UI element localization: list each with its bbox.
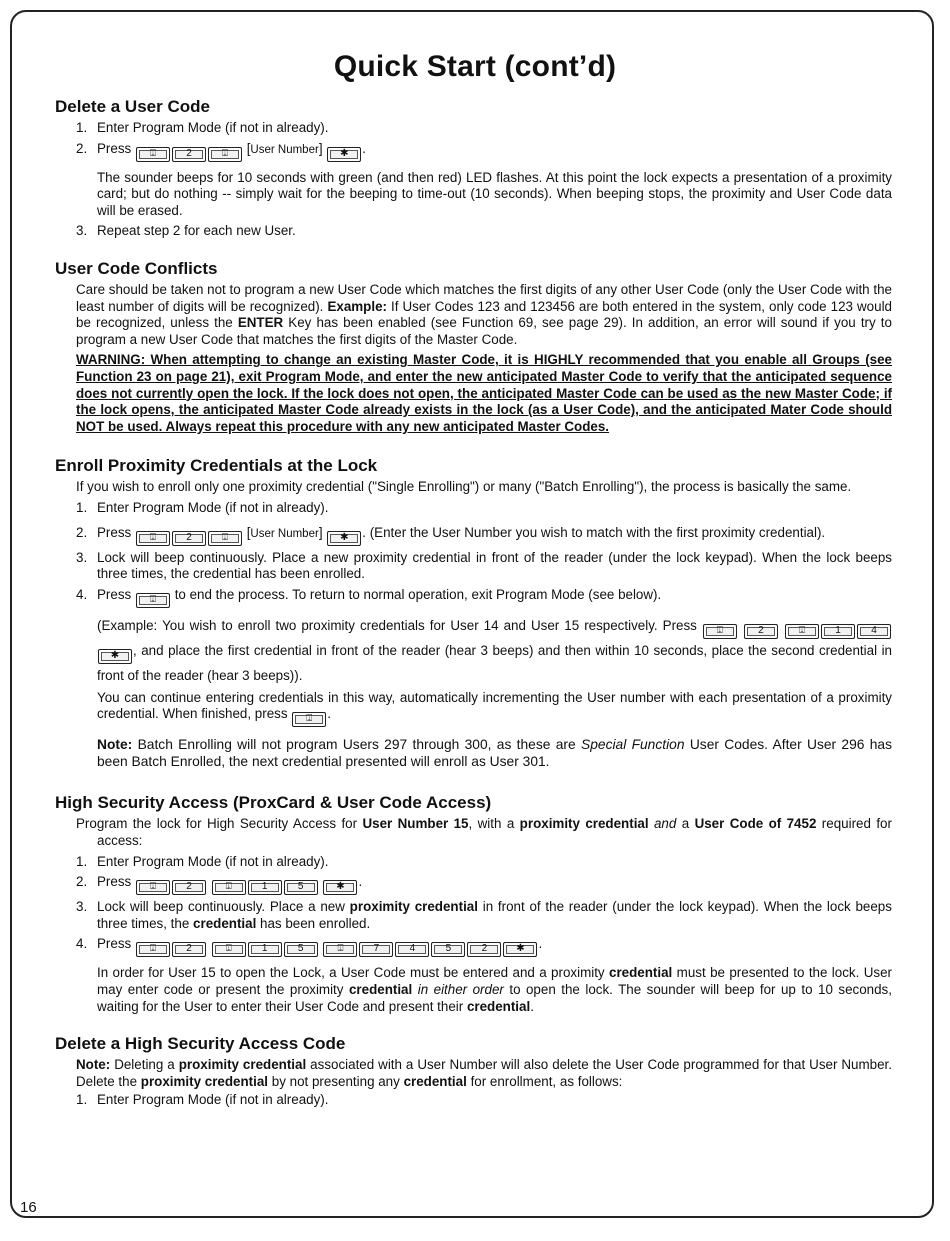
lock-key-icon: ⍗ — [785, 624, 819, 639]
star-key-icon: ✱ — [327, 531, 361, 546]
section-high-security-access — [55, 792, 892, 1015]
lock-key-icon: ⍗ — [136, 593, 170, 608]
note-text: Note: Deleting a proximity credential associated with a User Number will also delete the User Code programmed for that User Number. Delete the proximity credential by not presenting any credential for enrollment, as follows: — [76, 1057, 892, 1089]
key-5: 5 — [284, 942, 318, 957]
continue-text: You can continue entering credentials in this way, automatically incrementing the User number with each presentation of a proximity credential. When finished, press ⍗ . — [97, 690, 892, 728]
section-heading: Delete a High Security Access Code — [55, 1034, 346, 1054]
key-4: 4 — [395, 942, 429, 957]
star-key-icon: ✱ — [503, 942, 537, 957]
section-heading: User Code Conflicts — [55, 258, 218, 278]
example-text: (Example: You wish to enroll two proximity credentials for User 14 and User 15 respectively. Press ⍗ 2 ⍗ 1 4✱ , and place the first credential in front of the reader (hear 3 beeps) and then within 10 seconds, place the second credential in front of the reader (hear 3 beeps)). — [97, 617, 892, 683]
section-delete-user-code — [55, 96, 892, 240]
lock-key-icon: ⍗ — [212, 942, 246, 957]
key-5: 5 — [431, 942, 465, 957]
key-4: 4 — [857, 624, 891, 639]
intro-text: If you wish to enroll only one proximity credential ("Single Enrolling") or many ("Batch Enrolling"), the process is basically the same. — [76, 479, 852, 495]
list-item: 1. Enter Program Mode (if not in already). — [76, 853, 329, 869]
paragraph: In order for User 15 to open the Lock, a User Code must be entered and a proximity credential must be presented to the lock. User may enter code or present the proximity credential in either order to open the lock. The sounder will beep for up to 10 seconds, waiting for the User to enter their User Code and present their credential. — [97, 965, 892, 1014]
key-2: 2 — [172, 531, 206, 546]
lock-key-icon: ⍗ — [212, 880, 246, 895]
lock-key-icon: ⍗ — [136, 147, 170, 162]
lock-key-icon: ⍗ — [292, 712, 326, 727]
lock-key-icon: ⍗ — [703, 624, 737, 639]
list-item: 3. Repeat step 2 for each new User. — [76, 223, 296, 239]
note-text: The sounder beeps for 10 seconds with green (and then red) LED flashes. At this point the lock expects a presentation of a proximity card; but do nothing -- simply wait for the beeping to time-out (10 seconds). When beeping stops, the proximity and User Code data will be erased. — [97, 169, 892, 218]
section-delete-high-security — [55, 1033, 892, 1109]
key-2: 2 — [172, 147, 206, 162]
paragraph: Care should be taken not to program a new User Code which matches the first digits of any other User Code (only the User Code with the least number of digits will be recognized). Example: If User Codes 123 and 123456 are both entered in the system, only code 123 would be recognized, unless the ENTER Key has been enabled (see Function 69, see page 29). In addition, an error will sound if you try to program a new User Code that matches the first digits of the Master Code. — [76, 281, 892, 347]
intro-text: Program the lock for High Security Access for User Number 15, with a proximity credential and a User Code of 7452 required for access: — [76, 816, 892, 849]
key-2: 2 — [744, 624, 778, 639]
lock-key-icon: ⍗ — [323, 942, 357, 957]
section-heading: High Security Access (ProxCard & User Code Access) — [55, 793, 492, 813]
lock-key-icon: ⍗ — [136, 942, 170, 957]
page-title: Quick Start (cont’d) — [333, 50, 617, 83]
lock-key-icon: ⍗ — [136, 531, 170, 546]
list-item: 1. Enter Program Mode (if not in already). — [76, 499, 329, 515]
key-1: 1 — [248, 880, 282, 895]
list-item: 3. Lock will beep continuously. Place a new proximity credential in front of the reader (under the lock keypad). When the lock beeps three times, the credential has been enrolled. — [76, 549, 892, 582]
lock-key-icon: ⍗ — [208, 147, 242, 162]
list-item: 3. Lock will beep continuously. Place a new proximity credential in front of the reader (under the lock keypad). When the lock beeps three times, the credential has been enrolled. — [76, 899, 892, 931]
list-item: 1. Enter Program Mode (if not in already). — [76, 120, 329, 135]
list-item: 2. Press ⍗ 2 ⍗ 1 5 ✱ . — [76, 874, 892, 895]
section-heading: Delete a User Code — [55, 97, 210, 116]
key-7: 7 — [359, 942, 393, 957]
list-item: 4. Press ⍗ to end the process. To return to normal operation, exit Program Mode (see below). (Example: You wish to enroll two proximity credentials for User 14 and User 15 respectively. Press ⍗ 2 ⍗ 1 4✱ , and place the first credential in front of the reader (hear 3 beeps) and then within 10 seconds, place the second credential in front of the reader (hear 3 beeps)). You can continue entering credentials in this way, automatically incrementing the User number with each presentation of a proximity credential. When finished, press ⍗ . Note: Batch Enrolling will not program Users 297 through 300, as these are Special Function User Codes. After User 296 has been Batch Enrolled, the next credential presented will enroll as User 301. — [76, 586, 893, 769]
list-item: 2. Press ⍗ 2 ⍗ [User Number] ✱ . (Enter the User Number you wish to match with the first proximity credential). — [76, 521, 892, 546]
key-2: 2 — [467, 942, 501, 957]
list-item: 2. Press ⍗ 2 ⍗ [User Number] ✱ . The sounder beeps for 10 seconds with green (and then red) LED flashes. At this point the lock expects a presentation of a proximity card; but do nothing -- simply wait for the beeping to time-out (10 seconds). When beeping stops, the proximity and User Code data will be erased. — [76, 140, 892, 218]
section-enroll-proximity — [55, 455, 892, 770]
key-2: 2 — [172, 880, 206, 895]
list-item: 1. Enter Program Mode (if not in already). — [76, 1092, 329, 1108]
list-item: 4. Press ⍗ 2 ⍗ 1 5 ⍗ 7 4 5 2 ✱ . In order for User 15 to open the Lock, a User Code must be entered and a proximity credential must be presented to the lock. User may enter code or present the proximity credential in either order to open the lock. The sounder will beep for up to 10 seconds, waiting for the User to enter their User Code and present their credential. — [76, 936, 892, 1014]
page-content — [55, 96, 892, 1113]
note-text: Note: Batch Enrolling will not program Users 297 through 300, as these are Special Function User Codes. After User 296 has been Batch Enrolled, the next credential presented will enroll as User 301. — [97, 737, 893, 769]
warning-text: WARNING: When attempting to change an existing Master Code, it is HIGHLY recommended that you enable all Groups (see Function 23 on page 21), exit Program Mode, and enter the new anticipated Master Code to verify that the anticipated sequence does not currently open the lock. If the lock does not open, the anticipated Master Code can be used as the new Master Code; if the lock opens, the anticipated Master Code already exists in the lock (as a User Code), and the anticipated Mater Code should NOT be used. Always repeat this procedure with any new anticipated Master Codes. — [76, 352, 892, 434]
star-key-icon: ✱ — [323, 880, 357, 895]
key-5: 5 — [284, 880, 318, 895]
section-user-code-conflicts — [55, 258, 892, 435]
key-2: 2 — [172, 942, 206, 957]
lock-key-icon: ⍗ — [136, 880, 170, 895]
star-key-icon: ✱ — [327, 147, 361, 162]
section-heading: Enroll Proximity Credentials at the Lock — [55, 456, 378, 476]
page-number: 16 — [20, 1199, 37, 1216]
star-key-icon: ✱ — [98, 649, 132, 664]
key-1: 1 — [821, 624, 855, 639]
lock-key-icon: ⍗ — [208, 531, 242, 546]
key-1: 1 — [248, 942, 282, 957]
